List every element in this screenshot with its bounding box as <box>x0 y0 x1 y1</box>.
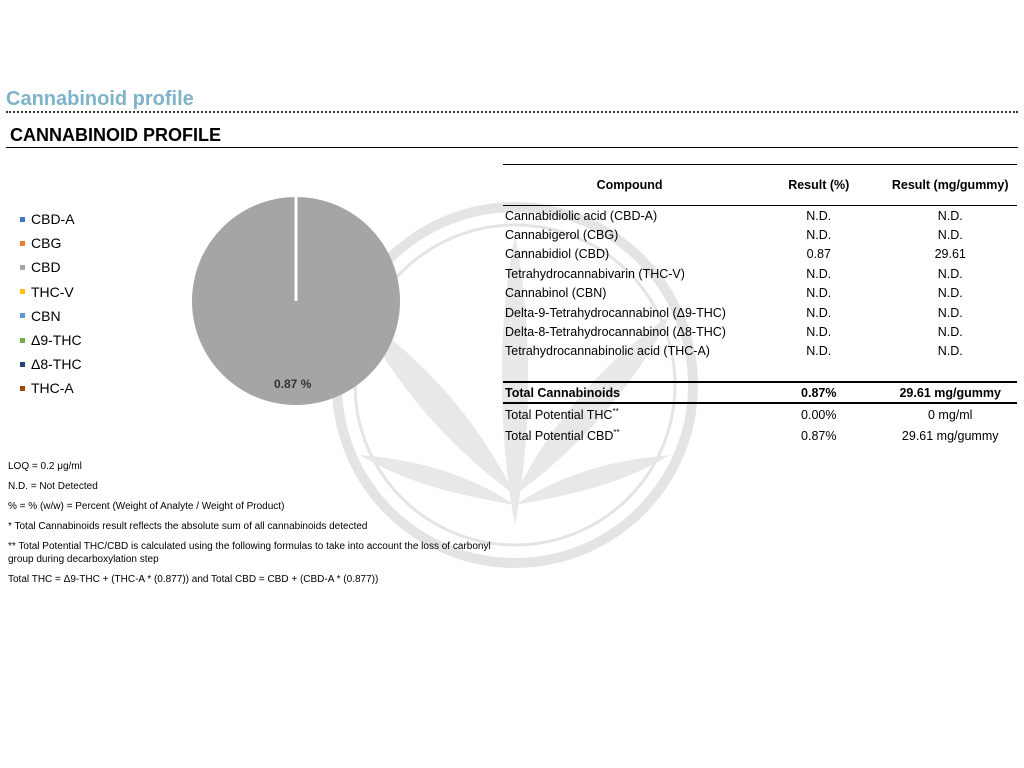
legend-item <box>20 255 82 279</box>
footnote: ** Total Potential THC/CBD is calculated using the following formulas to take into account the loss of carbonyl group during decarboxylation step <box>8 541 491 565</box>
potential-thc-mg: 0 mg/ml <box>927 407 973 422</box>
legend-label: CBN <box>31 307 61 324</box>
potential-cbd-row <box>503 425 1017 446</box>
legend-item <box>20 328 82 352</box>
compound-cell: Delta-9-Tetrahydrocannabinol (Δ9-THC) <box>505 305 726 320</box>
potential-cbd-label: Total Potential CBD** <box>505 428 620 444</box>
page-heading: CANNABINOID PROFILE <box>10 125 221 145</box>
potential-cbd-mg: 29.61 mg/gummy <box>901 428 999 443</box>
result-mg-cell: N.D. <box>937 228 963 243</box>
table-row <box>503 264 1017 283</box>
result-mg-cell: N.D. <box>937 208 963 223</box>
section-title: Cannabinoid profile <box>6 88 194 110</box>
table-row <box>503 322 1017 341</box>
legend-label: Δ8-THC <box>31 356 82 373</box>
table-row <box>503 206 1017 226</box>
result-pct-cell: N.D. <box>806 325 832 340</box>
result-mg-cell: 29.61 <box>934 247 966 262</box>
table-row <box>503 303 1017 322</box>
result-pct-cell: N.D. <box>806 286 832 301</box>
legend-swatch <box>20 338 25 343</box>
result-pct-cell: N.D. <box>806 305 832 320</box>
result-mg-cell: N.D. <box>937 286 963 301</box>
header-compound: Compound <box>503 165 754 206</box>
legend-swatch <box>20 217 25 222</box>
legend-item <box>20 231 82 255</box>
header-result-mg: Result (mg/gummy) <box>883 165 1017 206</box>
footnotes <box>8 460 498 593</box>
legend-label: THC-A <box>31 380 74 397</box>
table-header-row <box>503 165 1017 206</box>
total-mg: 29.61 mg/gummy <box>883 382 1017 403</box>
legend-label: Δ9-THC <box>31 332 82 349</box>
potential-cbd-pct: 0.87% <box>801 428 837 443</box>
legend-item <box>20 376 82 400</box>
table-row <box>503 245 1017 264</box>
heading-rule <box>6 147 1018 148</box>
pie-chart <box>190 195 402 407</box>
potential-thc-pct: 0.00% <box>801 407 837 422</box>
legend-item <box>20 352 82 376</box>
potential-thc-row <box>503 403 1017 425</box>
legend-swatch <box>20 362 25 367</box>
table-row <box>503 284 1017 303</box>
footnote: Total THC = Δ9-THC + (THC-A * (0.877)) and Total CBD = CBD + (CBD-A * (0.877)) <box>8 574 379 585</box>
table-row <box>503 225 1017 244</box>
result-mg-cell: N.D. <box>937 325 963 340</box>
legend-item <box>20 207 82 231</box>
result-mg-cell: N.D. <box>937 266 963 281</box>
legend-label: THC-V <box>31 283 74 300</box>
legend-swatch <box>20 241 25 246</box>
legend-swatch <box>20 289 25 294</box>
result-mg-cell: N.D. <box>937 305 963 320</box>
footnote: % = % (w/w) = Percent (Weight of Analyte / Weight of Product) <box>8 501 285 512</box>
results-table <box>503 164 1017 446</box>
result-pct-cell: N.D. <box>806 266 832 281</box>
legend-label: CBD <box>31 259 61 276</box>
legend-item <box>20 280 82 304</box>
compound-cell: Cannabidiol (CBD) <box>505 247 610 262</box>
compound-cell: Cannabinol (CBN) <box>505 286 607 301</box>
dotted-divider <box>6 111 1018 113</box>
result-pct-cell: N.D. <box>806 344 832 359</box>
pie-data-label: 0.87 % <box>274 377 312 391</box>
compound-cell: Tetrahydrocannabivarin (THC-V) <box>505 266 685 281</box>
compound-cell: Delta-8-Tetrahydrocannabinol (Δ8-THC) <box>505 325 726 340</box>
result-pct-cell: N.D. <box>806 228 832 243</box>
total-label: Total Cannabinoids <box>503 382 754 403</box>
legend-label: CBD-A <box>31 211 75 228</box>
result-pct-cell: N.D. <box>806 208 832 223</box>
legend-swatch <box>20 313 25 318</box>
result-mg-cell: N.D. <box>937 344 963 359</box>
result-pct-cell: 0.87 <box>806 247 831 262</box>
footnote: LOQ = 0.2 μg/ml <box>8 461 82 472</box>
compound-cell: Cannabidiolic acid (CBD-A) <box>505 208 658 223</box>
total-row <box>503 382 1017 403</box>
legend-item <box>20 304 82 328</box>
footnote: * Total Cannabinoids result reflects the absolute sum of all cannabinoids detected <box>8 521 368 532</box>
footnote: N.D. = Not Detected <box>8 481 98 492</box>
legend-label: CBG <box>31 235 62 252</box>
chart-legend <box>20 207 82 401</box>
total-pct: 0.87% <box>754 382 883 403</box>
legend-swatch <box>20 265 25 270</box>
compound-cell: Cannabigerol (CBG) <box>505 228 619 243</box>
potential-thc-label: Total Potential THC** <box>505 407 619 423</box>
header-result-pct: Result (%) <box>754 165 883 206</box>
compound-cell: Tetrahydrocannabinolic acid (THC-A) <box>505 344 710 359</box>
table-row <box>503 342 1017 361</box>
legend-swatch <box>20 386 25 391</box>
